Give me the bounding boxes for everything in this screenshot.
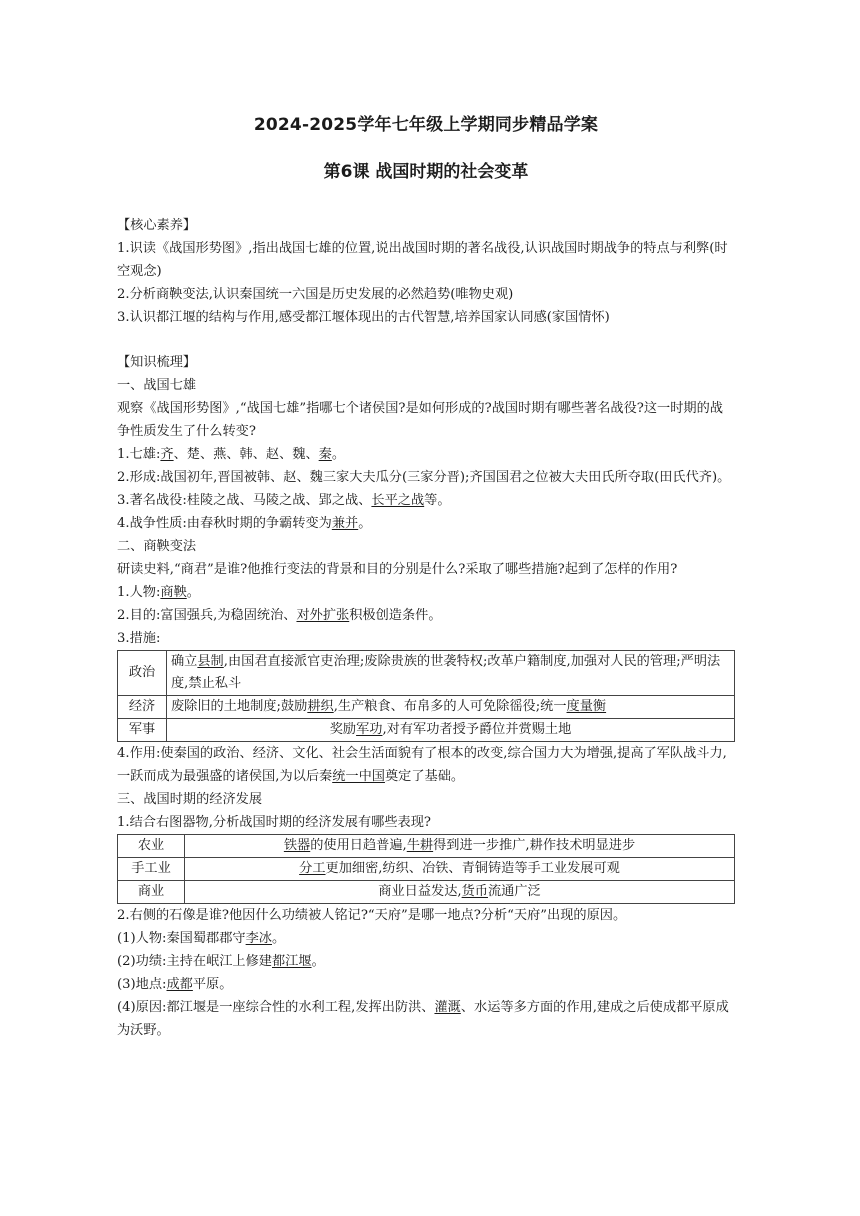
- answer-blank: 分工: [299, 861, 326, 876]
- answer-blank: 秦: [318, 447, 332, 462]
- table-row: [118, 696, 735, 719]
- answer-blank: 长平之战: [371, 493, 425, 508]
- answer-blank: 都江堰: [272, 954, 312, 969]
- table-row-label: 政治: [118, 651, 167, 696]
- section-2-item-1: 1.人物:商鞅。: [117, 585, 200, 600]
- table-row-label: 商业: [118, 881, 185, 904]
- table-cell: 废除旧的土地制度;鼓励耕织,生产粮食、布帛多的人可免除徭役;统一度量衡: [167, 696, 735, 719]
- table-row: [118, 651, 735, 696]
- section-3-heading: 三、战国时期的经济发展: [117, 792, 263, 807]
- section-2-item-2: 2.目的:富国强兵,为稳固统治、对外扩张积极创造条件。: [117, 608, 442, 623]
- economy-table: [117, 834, 735, 904]
- section-2-heading: 二、商鞅变法: [117, 539, 197, 554]
- answer-blank: 货币: [461, 884, 488, 899]
- answer-blank: 铁器: [283, 838, 311, 853]
- answer-blank: 度量衡: [566, 699, 607, 714]
- table-row-label: 手工业: [118, 858, 185, 881]
- section-2-question: 研读史料,“商君”是谁?他推行变法的背景和目的分别是什么?采取了哪些措施?起到了怎样的作用?: [117, 562, 678, 577]
- table-cell: 铁器的使用日趋普遍,牛耕得到进一步推广,耕作技术明显进步: [185, 835, 735, 858]
- answer-blank: 军功: [356, 722, 383, 737]
- table-cell: 奖励军功,对有军功者授予爵位并赏赐土地: [167, 719, 735, 742]
- core-item-1: 1.识读《战国形势图》,指出战国七雄的位置,说出战国时期的著名战役,认识战国时期战争的特点与利弊(时空观念): [117, 241, 728, 279]
- table-row-label: 军事: [118, 719, 167, 742]
- answer-blank: 对外扩张: [296, 608, 350, 623]
- core-item-2: 2.分析商鞅变法,认识秦国统一六国是历史发展的必然趋势(唯物史观): [117, 287, 514, 302]
- section-1-item-4: 4.战争性质:由春秋时期的争霸转变为兼并。: [117, 516, 372, 531]
- section-1-item-2: 2.形成:战国初年,晋国被韩、赵、魏三家大夫瓜分(三家分晋);齐国国君之位被大夫田氏所夺取(田氏代齐)。: [117, 470, 731, 485]
- section-3-answer-1: (1)人物:秦国蜀郡郡守李冰。: [117, 931, 286, 946]
- section-3-answer-4: (4)原因:都江堰是一座综合性的水利工程,发挥出防洪、灌溉、水运等多方面的作用,建成之后使成都平原成为沃野。: [117, 1000, 729, 1038]
- document-content: [117, 110, 735, 1042]
- answer-blank: 成都: [166, 977, 193, 992]
- table-cell: 商业日益发达,货币流通广泛: [185, 881, 735, 904]
- table-row-label: 农业: [118, 835, 185, 858]
- section-1-question: 观察《战国形势图》,“战国七雄”指哪七个诸侯国?是如何形成的?战国时期有哪些著名战役?这一时期的战争性质发生了什么转变?: [117, 401, 723, 439]
- table-row: [118, 719, 735, 742]
- lesson-title: 第6课 战国时期的社会变革: [323, 162, 529, 182]
- section-3-question-2: 2.右侧的石像是谁?他因什么功绩被人铭记?“天府”是哪一地点?分析“天府”出现的原因。: [117, 908, 627, 923]
- table-row: [118, 858, 735, 881]
- section-1-item-1: 1.七雄:齐、楚、燕、韩、赵、魏、秦。: [117, 447, 346, 462]
- answer-blank: 县制: [197, 654, 224, 669]
- knowledge-heading: 【知识梳理】: [117, 355, 197, 370]
- table-cell: 确立县制,由国君直接派官吏治理;废除贵族的世袭特权;改革户籍制度,加强对人民的管理;严明法度,禁止私斗: [167, 651, 735, 696]
- table-row: [118, 835, 735, 858]
- section-2-item-4: 4.作用:使秦国的政治、经济、文化、社会生活面貌有了根本的改变,综合国力大为增强,提高了军队战斗力,一跃而成为最强盛的诸侯国,为以后秦统一中国奠定了基础。: [117, 746, 727, 784]
- section-1-item-3: 3.著名战役:桂陵之战、马陵之战、郢之战、长平之战等。: [117, 493, 451, 508]
- core-heading: 【核心素养】: [117, 218, 197, 233]
- section-2-item-3: 3.措施:: [117, 631, 161, 646]
- core-item-3: 3.认识都江堰的结构与作用,感受都江堰体现出的古代智慧,培养国家认同感(家国情怀): [117, 310, 610, 325]
- answer-blank: 耕织: [307, 699, 334, 714]
- answer-blank: 灌溉: [434, 1000, 461, 1015]
- answer-blank: 统一中国: [332, 769, 385, 784]
- answer-blank: 齐: [160, 447, 174, 462]
- section-3-answer-2: (2)功绩:主持在岷江上修建都江堰。: [117, 954, 325, 969]
- table-row-label: 经济: [118, 696, 167, 719]
- document-title: 2024-2025学年七年级上学期同步精品学案: [253, 115, 599, 135]
- section-3-question-1: 1.结合右图器物,分析战国时期的经济发展有哪些表现?: [117, 815, 431, 830]
- section-3-answer-3: (3)地点:成都平原。: [117, 977, 233, 992]
- section-1-heading: 一、战国七雄: [117, 378, 197, 393]
- table-cell: 分工更加细密,纺织、冶铁、青铜铸造等手工业发展可观: [185, 858, 735, 881]
- answer-blank: 牛耕: [406, 838, 434, 853]
- answer-blank: 李冰: [245, 931, 272, 946]
- reform-measures-table: [117, 650, 735, 742]
- table-row: [118, 881, 735, 904]
- answer-blank: 商鞅: [160, 585, 187, 600]
- answer-blank: 兼并: [331, 516, 359, 531]
